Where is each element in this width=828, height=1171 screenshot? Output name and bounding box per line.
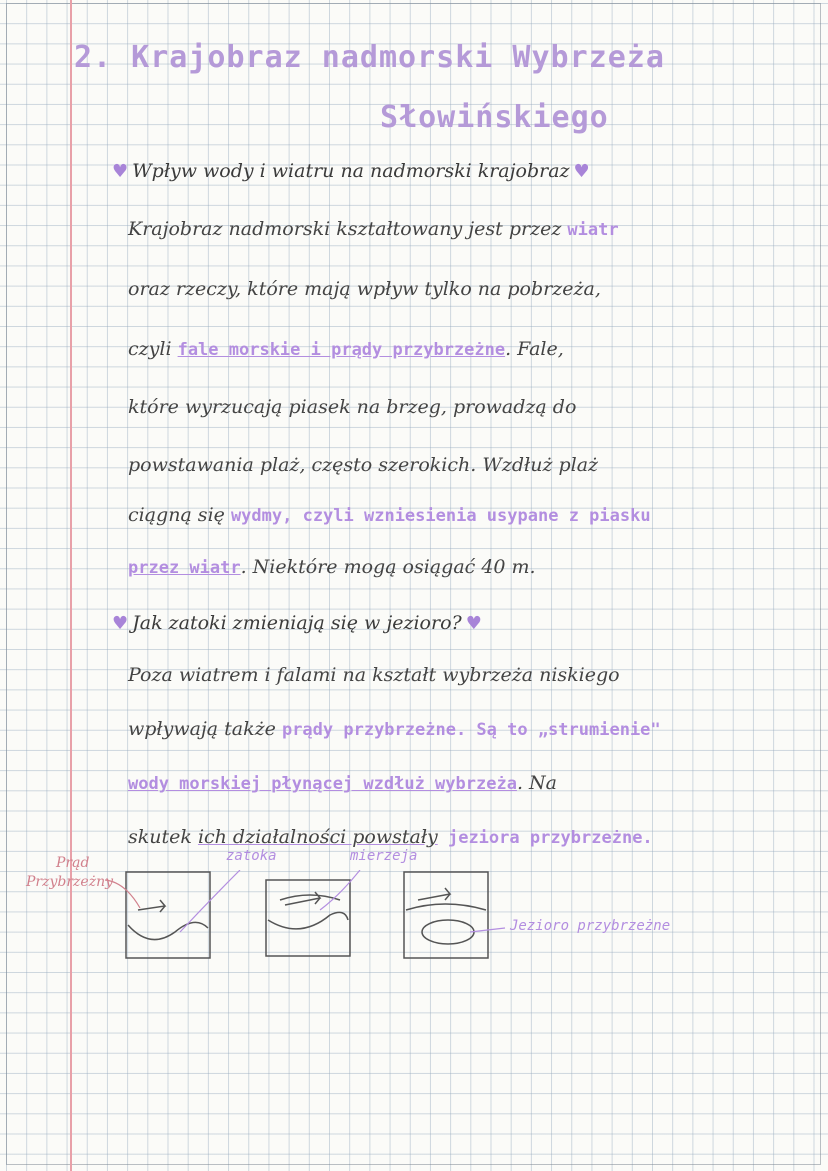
section1-heading: Wpływ wody i wiatru na nadmorski krajobraz [132,160,570,182]
current-arrow-3 [418,888,450,900]
coast-line-1 [128,922,208,939]
label-zatoka: zatoka [226,848,277,864]
heart-icon: ♥ [112,613,129,634]
text-line: skutek ich działalności powstały jeziora przybrzeżne. [128,826,653,848]
underlined-phrase: ich działalności powstały [197,826,438,848]
page-title-continued: Słowińskiego [380,100,609,135]
coast-line-3 [406,904,486,910]
coast-line-2 [268,912,348,928]
highlight-prady: prądy przybrzeżne. Są to „strumienie" [281,720,661,740]
text-line: powstawania plaż, często szerokich. Wzdłuż plaż [128,454,599,476]
highlight-strumienie: wody morskiej płynącej wzdłuż wybrzeża [128,774,517,794]
section2-heading: Jak zatoki zmieniają się w jezioro? [132,612,462,634]
pointer-mierzeja [320,870,360,910]
heart-icon: ♥ [573,161,590,182]
text-line: które wyrzucają piasek na brzeg, prowadzą do [128,396,577,418]
text-line: wpływają także prądy przybrzeżne. Są to „strumienie" [128,718,661,740]
section1-heading-row [108,160,594,182]
margin-line [70,0,72,1171]
highlight-fale: fale morskie i prądy przybrzeżne [177,340,506,360]
highlight-jeziora: jeziora przybrzeżne. [437,828,653,848]
label-przybrzezny: Przybrzeżny [26,874,114,890]
text-line: przez wiatr. Niektóre mogą osiągać 40 m. [128,556,536,578]
page-title: 2. Krajobraz nadmorski Wybrzeża [74,40,665,75]
diagram-panel-3 [404,872,488,958]
diagram-panel-2 [266,880,350,956]
lake-formation-diagram [0,870,828,970]
text-line: oraz rzeczy, które mają wpływ tylko na pobrzeża, [128,278,601,300]
section2-heading-row [108,612,486,634]
text-line: ciągną się wydmy, czyli wzniesienia usypane z piasku [128,504,651,526]
label-prad: Prąd [56,855,90,871]
current-arrow-1 [138,900,165,912]
text-line: Krajobraz nadmorski kształtowany jest przez wiatr [128,218,619,240]
heart-icon: ♥ [112,161,129,182]
label-jezioro: Jezioro przybrzeżne [510,918,671,934]
heart-icon: ♥ [465,613,482,634]
current-arrow-2 [285,892,320,905]
label-mierzeja: mierzeja [350,848,418,864]
text-line: wody morskiej płynącej wzdłuż wybrzeża. Na [128,772,557,794]
highlight-wiatr-2: przez wiatr [128,558,241,578]
highlight-wiatr: wiatr [567,220,619,240]
lake-shape [422,920,474,944]
text-line: czyli fale morskie i prądy przybrzeżne. Fale, [128,338,564,360]
text-line: Poza wiatrem i falami na kształt wybrzeża niskiego [128,664,620,686]
pointer-prad [105,880,140,908]
diagram-panel-1 [126,872,210,958]
highlight-wydmy: wydmy, czyli wzniesienia usypane z piasku [230,506,651,526]
